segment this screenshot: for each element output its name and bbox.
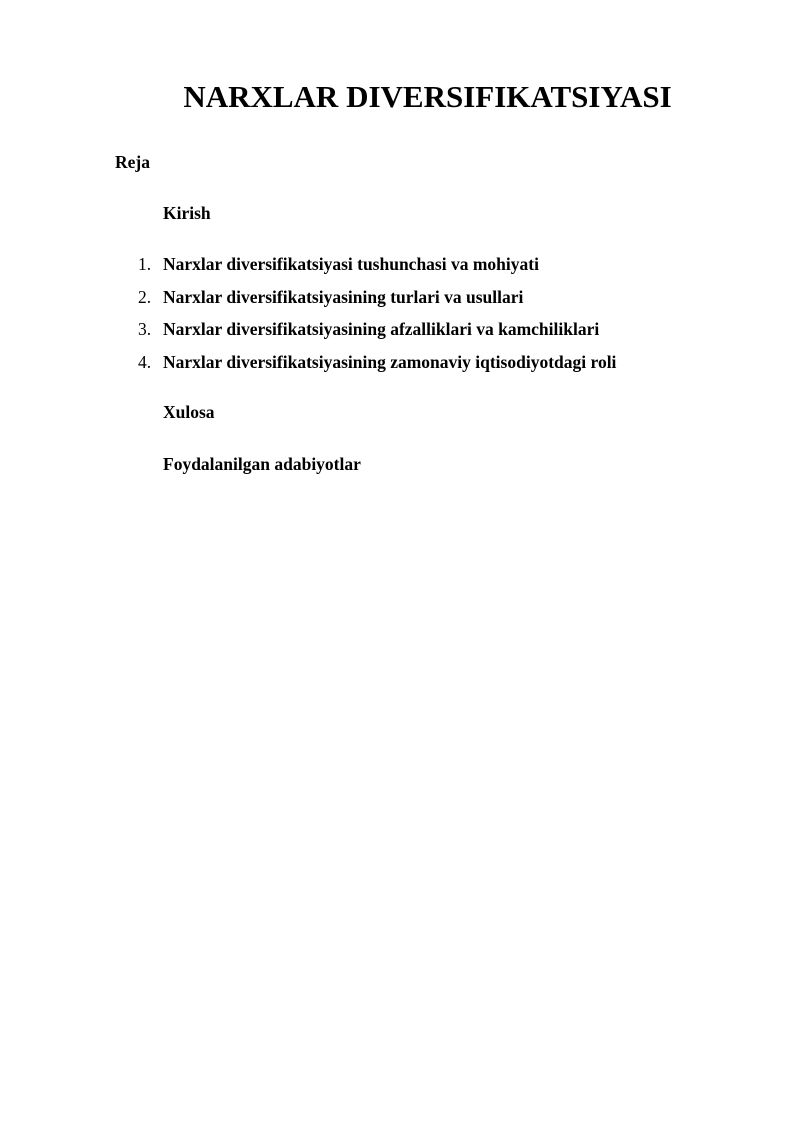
conclusion-entry: Xulosa bbox=[163, 402, 215, 422]
plan-item-text: Narxlar diversifikatsiyasining turlari va usullari bbox=[163, 286, 524, 307]
document-title: NARXLAR DIVERSIFIKATSIYASI bbox=[183, 79, 672, 114]
plan-item-text: Narxlar diversifikatsiyasi tushunchasi va mohiyati bbox=[163, 254, 539, 274]
intro-entry: Kirish bbox=[163, 203, 211, 223]
plan-item-number: 4. bbox=[138, 351, 152, 372]
plan-item-number: 1. bbox=[138, 254, 152, 274]
plan-item-number: 3. bbox=[138, 319, 152, 339]
plan-item-text: Narxlar diversifikatsiyasining afzalliklari va kamchiliklari bbox=[163, 319, 600, 339]
plan-heading: Reja bbox=[115, 152, 150, 172]
plan-item-text: Narxlar diversifikatsiyasining zamonaviy iqtisodiyotdagi roli bbox=[163, 351, 617, 372]
references-entry: Foydalanilgan adabiyotlar bbox=[163, 454, 361, 474]
plan-item-number: 2. bbox=[138, 286, 152, 307]
